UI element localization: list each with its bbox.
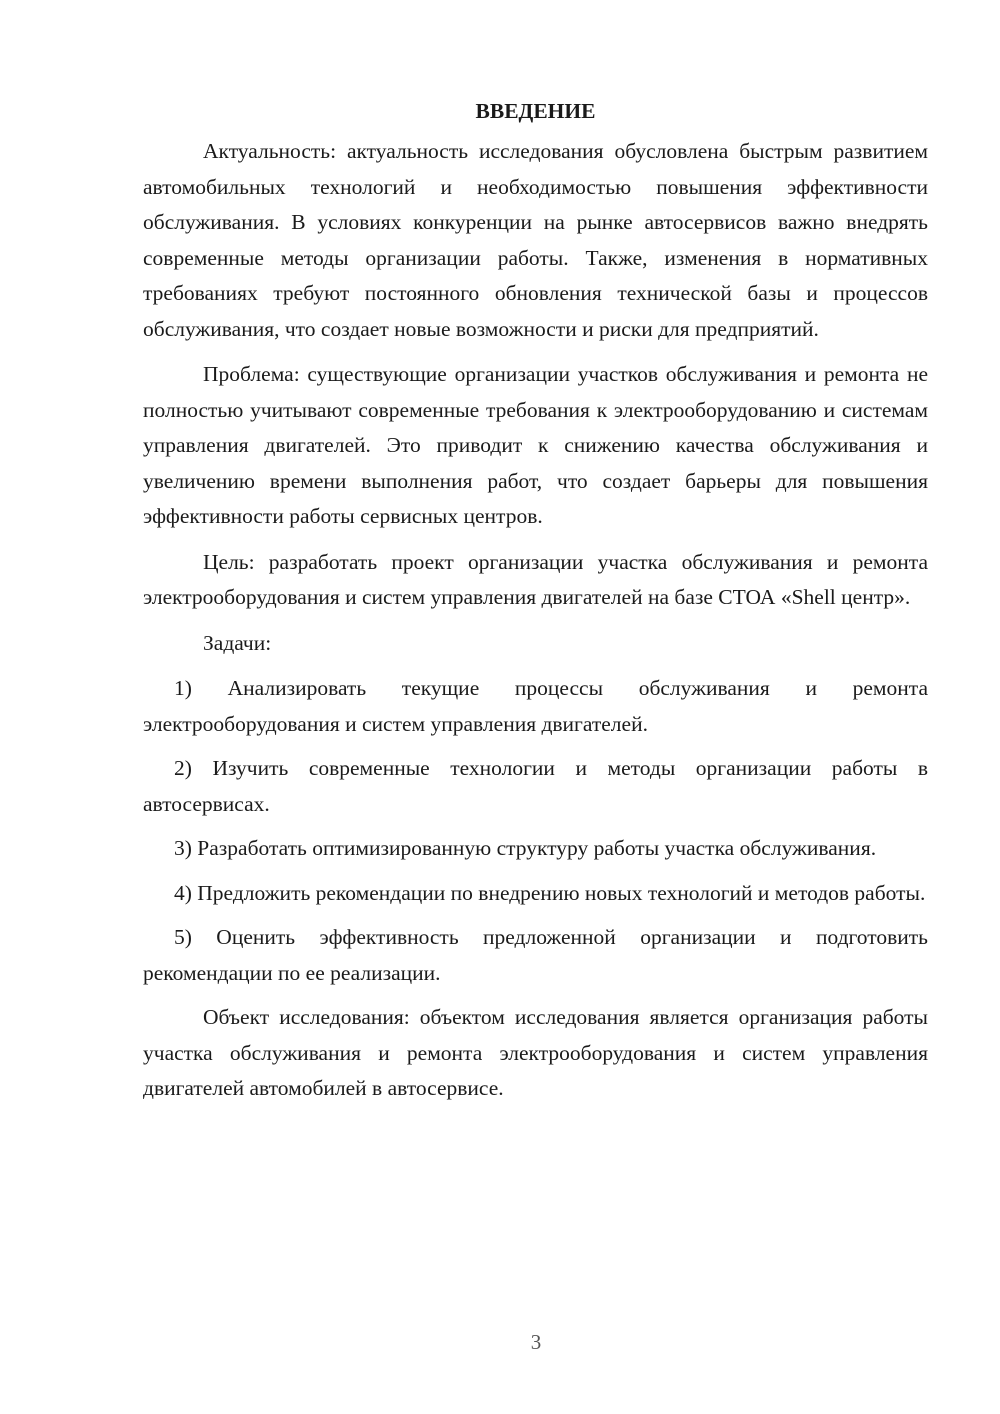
relevance-paragraph: Актуальность: актуальность исследования обусловлена быстрым развитием автомобильных технологий и необходимостью повышения эффективности обслуживания. В условиях конкуренции на рынке автосервисов важно внедрять современные методы организации работы. Также, изменения в нормативных требованиях требуют постоянного обновления технической базы и процессов обслуживания, что создает новые возможности и риски для предприятий. (143, 139, 928, 341)
task-item: 5) Оценить эффективность предложенной организации и подготовить рекомендации по ее реализации. (143, 925, 928, 985)
page-number: 3 (530, 1330, 542, 1354)
tasks-heading: Задачи: (203, 630, 272, 655)
task-item: 3) Разработать оптимизированную структуру работы участка обслуживания. (174, 836, 877, 860)
problem-paragraph: Проблема: существующие организации участков обслуживания и ремонта не полностью учитывают современные требования к электрооборудованию и системам управления двигателей. Это приводит к снижению качества обслуживания и увеличению времени выполнения работ, что создает барьеры для повышения эффективности работы сервисных центров. (143, 362, 928, 528)
task-item: 1) Анализировать текущие процессы обслуживания и ремонта электрооборудования и систем управления двигателей. (143, 676, 928, 736)
task-item: 2) Изучить современные технологии и методы организации работы в автосервисах. (143, 756, 928, 816)
task-list (143, 671, 928, 991)
goal-paragraph: Цель: разработать проект организации участка обслуживания и ремонта электрооборудования и систем управления двигателей на базе СТОА «Shell центр». (143, 549, 928, 609)
task-item: 4) Предложить рекомендации по внедрению новых технологий и методов работы. (174, 880, 926, 905)
object-paragraph: Объект исследования: объектом исследования является организация работы участка обслуживания и ремонта электрооборудования и систем управления двигателей автомобилей в автосервисе. (143, 1005, 928, 1100)
page-title: ВВЕДЕНИЕ (475, 99, 596, 123)
document-page (143, 94, 928, 1117)
